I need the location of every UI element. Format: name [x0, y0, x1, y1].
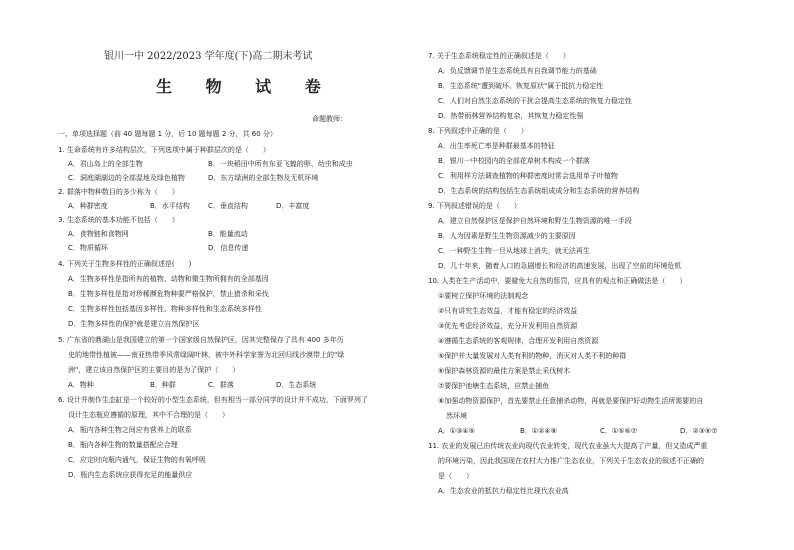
- option: D．生态系统的结构包括生态系统组成成分和生态系统的营养结构: [438, 187, 640, 195]
- option: D．生态系统: [276, 381, 317, 389]
- option: A．出生率死亡率是种群最基本的特征: [438, 142, 555, 150]
- section-heading: 一、单项选择题（前 40 题每题 1 分，后 10 题每题 2 分，共 60 分）: [58, 130, 277, 138]
- option: D．信息传递: [208, 244, 249, 252]
- option: D．瓶内生态系统应获得充足的能量供应: [68, 471, 193, 479]
- option: A．食物链和食物网: [68, 230, 129, 238]
- option: C．物质循环: [68, 244, 108, 252]
- option: A．生态农业的抵抗力稳定性比现代农业高: [438, 487, 569, 495]
- question: 2. 群落中物种数目的多少称为（ ）: [58, 188, 179, 196]
- option: A．①③④⑤: [438, 427, 475, 435]
- option: D．②③⑥⑦: [680, 427, 718, 435]
- option: C．群落: [208, 381, 234, 389]
- statement: ⑥保护森林资源的最佳方案是禁止采伐树木: [438, 367, 571, 375]
- option: B．一块稻田中所有东亚飞蝗的卵、幼虫和成虫: [208, 160, 353, 168]
- option: C．①⑤⑥⑦: [600, 427, 637, 435]
- question: 7. 关于生态系统稳定性的正确叙述是（ ）: [428, 52, 570, 60]
- statement: ④遵循生态系统的客观规律，合理开发利用自然资源: [438, 337, 599, 345]
- question-cont: 洲"，建立该自然保护区的主要目的是为了保护（ ）: [68, 366, 240, 374]
- question-cont: 的环境污染，因此我国现在农村大力推广生态农业，下列关于生态农业的叙述不正确的: [438, 457, 704, 465]
- question: 3. 生态系统的基本功能不包括（ ）: [58, 216, 179, 224]
- option: D．东方绿洲的全部生物及无机环境: [208, 174, 319, 182]
- option: B．生态系统"遭到破坏、恢复原状"属于抵抗力稳定性: [438, 82, 604, 90]
- question: 4. 下列关于生物多样性的正确叙述是( ): [58, 260, 192, 268]
- option: D．几十年来，随着人口的急剧增长和经济的高速发展，出现了空前的环境危机: [438, 262, 682, 270]
- statement: ⑤保护并大量发展对人类有利的物种，消灭对人类不利的种群: [438, 352, 627, 360]
- option: D．丰富度: [276, 202, 310, 210]
- option: A．生物多样性是指所有的植物、动物和微生物所拥有的全部基因: [68, 275, 269, 283]
- option: C．人们对自然生态系统的干扰会提高生态系统的恢复力稳定性: [438, 97, 632, 105]
- option: B．瓶内各种生物的数量搭配应合理: [68, 441, 178, 449]
- option: A．瓶内各种生物之间应有营养上的联系: [68, 426, 192, 434]
- option: A．君山岛上的全部生物: [68, 160, 143, 168]
- subject-title: 生 物 试 卷: [156, 77, 335, 96]
- question: 6. 设计并制作生态缸是一个较好的小型生态系统，但有相当一部分同学的设计并不成功，下面罗列了: [58, 396, 368, 404]
- question: 1. 生命系统有许多结构层次，下列选项中属于种群层次的是（ ）: [58, 146, 270, 154]
- question-cont: 史的地带性植被——南亚热带季风常绿阔叶林，被中外科学家誉为北回归线沙漠带上的"绿: [68, 351, 345, 359]
- question-setter: 命题教师：: [312, 115, 347, 123]
- statement: ⑧加强动物资源保护，首先要禁止任意捕杀动物，再就是要保护好动物生活所需要的自: [438, 397, 704, 405]
- option: B．生物多样性是指对珍稀濒危物种要严格保护，禁止猎杀和采伐: [68, 290, 269, 298]
- option: B．种群: [150, 381, 176, 389]
- option: A．负反馈调节是生态系统具有自我调节能力的基础: [438, 67, 597, 75]
- statement: ①要树立保护环境的法制观念: [438, 292, 529, 300]
- question: 9. 下列叙述错误的是（ ）: [428, 202, 521, 210]
- question: 11. 农业的发展已由传统农业向现代农业转变，现代农业虽大大提高了产量，但又造成严重: [428, 442, 708, 450]
- option: A．建立自然保护区是保护自然环境和野生生物资源的唯一手段: [438, 217, 632, 225]
- option: C．应定时向瓶内通气，保证生物的有氧呼吸: [68, 456, 206, 464]
- question-cont: 设计生态瓶应遵循的原理，其中不合理的是（ ）: [68, 411, 229, 419]
- statement: ②只有讲究生态效益，才能有稳定的经济效益: [438, 307, 578, 315]
- option: D．热带雨林营养结构复杂，其恢复力稳定性强: [438, 112, 584, 120]
- question: 5. 广东省的鼎湖山是我国建立的第一个国家级自然保护区，因其完整保存了具有 400 多年历: [58, 336, 344, 344]
- statement-cont: 然环境: [446, 412, 467, 420]
- question: 10. 人类在生产活动中，要避免大自然的惩罚，应具有的观点和正确做法是（ ）: [428, 277, 687, 285]
- option: C．利用样方法调查植物的种群密度时常会选用单子叶植物: [438, 172, 618, 180]
- option: D．生物多样性的保护就是建立自然保护区: [68, 320, 200, 328]
- option: C．洞庭湖湖边的全部湿地及绿色植物: [68, 174, 185, 182]
- option: B．银川一中校园内的全部花草树木构成一个群落: [438, 157, 590, 165]
- question: 8. 下列叙述中正确的是（ ）: [428, 127, 528, 135]
- option: A．物种: [68, 381, 94, 389]
- question-cont: 是（ ）: [438, 472, 473, 480]
- exam-title: 银川一中 2022/2023 学年度(下)高二期末考试: [104, 51, 313, 62]
- option: B．人为因素是野生生物资源减少的主要原因: [438, 232, 576, 240]
- option: C．垂直结构: [208, 202, 248, 210]
- option: B．水平结构: [150, 202, 190, 210]
- option: B．①②④⑧: [520, 427, 557, 435]
- option: A．种群密度: [68, 202, 108, 210]
- option: C．生物多样性包括基因多样性、物种多样性和生态系统多样性: [68, 305, 262, 313]
- statement: ③优先考虑经济效益，充分开发利用自然资源: [438, 322, 578, 330]
- option: B．能量流动: [208, 230, 248, 238]
- option: C．一种野生生物一旦从地球上消失，就无法再生: [438, 247, 590, 255]
- statement: ⑦要保护池塘生态系统，应禁止捕鱼: [438, 382, 550, 390]
